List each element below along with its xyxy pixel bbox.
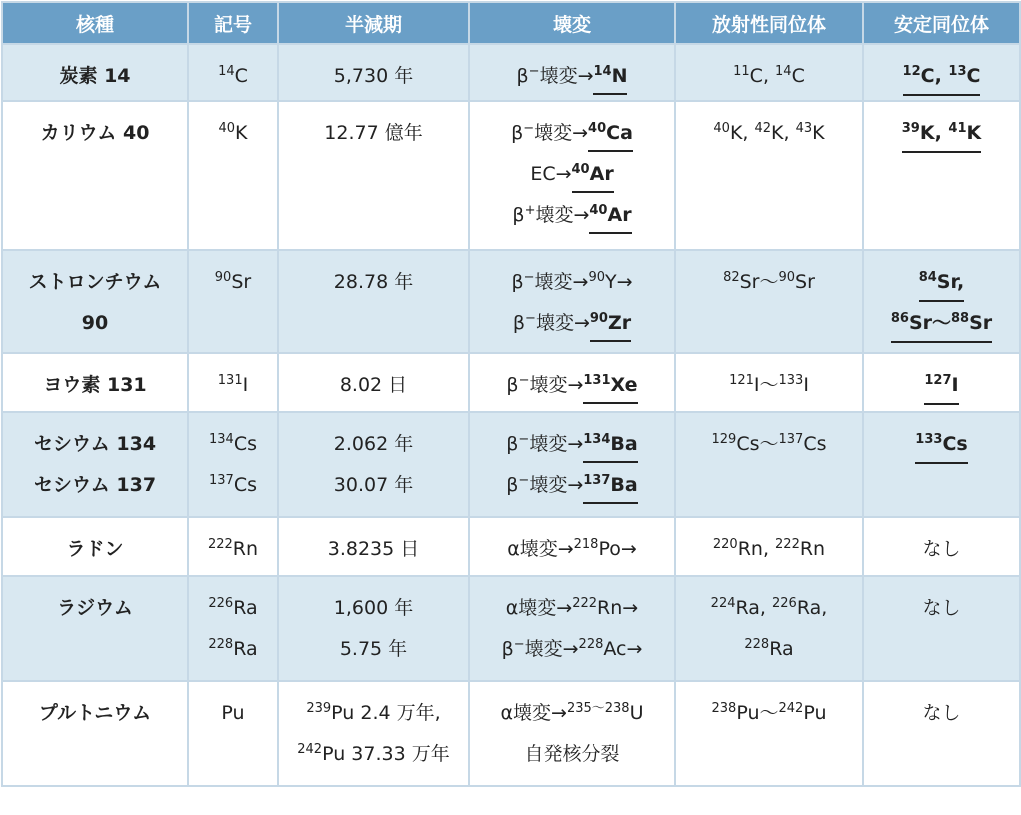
radioisotope-line: $^{121}$I〜$^{133}$I: [729, 373, 809, 396]
radioisotopes-cell: [675, 250, 863, 353]
stable-isotope-line: $^{127}$I: [924, 367, 958, 405]
radioisotopes-cell: [675, 681, 863, 786]
symbol-line: $^{90}$Sr: [214, 270, 252, 293]
decay-product: $^{14}$N: [593, 59, 627, 95]
nuclide-cell: ストロンチウム 90: [2, 250, 188, 353]
radioisotope-line: $^{220}$Rn, $^{222}$Rn: [712, 537, 826, 560]
radioisotope-line: $^{40}$K, $^{42}$K, $^{43}$K: [713, 121, 825, 144]
symbol-line: $^{40}$K: [218, 121, 248, 144]
decay-product: $^{40}$Ar: [572, 157, 614, 193]
table-row: [2, 412, 1020, 517]
symbol-line: Pu: [221, 702, 245, 724]
nuclide-cell: ヨウ素 131: [2, 353, 188, 412]
nuclide-cell: ラジウム: [2, 576, 188, 681]
half-life-cell: 8.02 日: [278, 353, 469, 412]
decay-line: β−壊変→$^{134}$Ba: [476, 424, 668, 465]
decay-product: $^{137}$Ba: [583, 468, 637, 504]
symbol-cell: [188, 44, 278, 101]
radioisotopes-cell: [675, 576, 863, 681]
symbol-line: $^{222}$Rn: [207, 537, 259, 560]
symbol-line: $^{134}$Cs: [209, 432, 257, 455]
stable-isotopes-cell: なし: [863, 681, 1020, 786]
nuclide-cell: プルトニウム: [2, 681, 188, 786]
decay-line: β+壊変→$^{40}$Ar: [476, 195, 668, 236]
header-nuclide: 核種: [2, 2, 188, 44]
decay-line: EC→$^{40}$Ar: [476, 154, 668, 195]
symbol-line: $^{137}$Cs: [209, 473, 257, 496]
stable-isotope-line: $^{84}$Sr,: [919, 264, 965, 302]
nuclide-cell: ラドン: [2, 517, 188, 576]
decay-line: β−壊変→$^{90}$Zr: [476, 303, 668, 344]
radioisotopes-cell: [675, 101, 863, 250]
decay-cell: [469, 576, 675, 681]
table-row: [2, 250, 1020, 353]
radioisotope-line: $^{11}$C, $^{14}$C: [733, 64, 805, 87]
symbol-cell: [188, 101, 278, 250]
header-row: [2, 2, 1020, 44]
decay-line: α壊変→$^{218}$Po→: [507, 537, 637, 560]
decay-line: 自発核分裂: [524, 743, 620, 765]
symbol-line: $^{14}$C: [218, 64, 248, 87]
stable-isotope-line: $^{39}$K, $^{41}$K: [902, 115, 981, 153]
decay-line: β−壊変→$^{40}$Ca: [476, 113, 668, 154]
symbol-cell: [188, 517, 278, 576]
decay-cell: [469, 250, 675, 353]
radioisotopes-cell: [675, 353, 863, 412]
table-row: [2, 576, 1020, 681]
half-life-cell: 1,600 年 5.75 年: [278, 576, 469, 681]
symbol-cell: [188, 681, 278, 786]
header-half-life: 半減期: [278, 2, 469, 44]
header-symbol: 記号: [188, 2, 278, 44]
nuclide-cell: カリウム 40: [2, 101, 188, 250]
half-life-cell: 5,730 年: [278, 44, 469, 101]
symbol-line: $^{226}$Ra: [208, 596, 258, 619]
radioisotopes-cell: [675, 412, 863, 517]
radioisotope-line: $^{238}$Pu〜$^{242}$Pu: [711, 701, 827, 724]
decay-product: $^{90}$Zr: [590, 306, 631, 342]
decay-cell: [469, 101, 675, 250]
decay-line: β−壊変→$^{228}$Ac→: [501, 637, 643, 660]
radioisotopes-cell: [675, 517, 863, 576]
stable-isotopes-cell: [863, 353, 1020, 412]
half-life-cell: 3.8235 日: [278, 517, 469, 576]
header-decay: 壊変: [469, 2, 675, 44]
decay-line: β−壊変→$^{131}$Xe: [476, 365, 668, 406]
decay-cell: [469, 353, 675, 412]
decay-line: α壊変→$^{235〜238}$U: [500, 701, 644, 724]
half-life-cell: 2.062 年 30.07 年: [278, 412, 469, 517]
symbol-cell: [188, 250, 278, 353]
radioisotope-line: $^{224}$Ra, $^{226}$Ra,: [710, 596, 828, 619]
decay-product: $^{134}$Ba: [583, 427, 637, 463]
table-row: [2, 681, 1020, 786]
symbol-line: $^{131}$I: [217, 373, 249, 396]
table-row: [2, 353, 1020, 412]
header-radioisotopes: 放射性同位体: [675, 2, 863, 44]
nuclide-cell: セシウム 134 セシウム 137: [2, 412, 188, 517]
radioisotope-line: $^{228}$Ra: [744, 637, 794, 660]
decay-line: β−壊変→$^{90}$Y→: [511, 270, 633, 293]
stable-isotopes-cell: [863, 250, 1020, 353]
symbol-cell: [188, 412, 278, 517]
decay-cell: [469, 412, 675, 517]
stable-isotope-line: $^{86}$Sr〜$^{88}$Sr: [891, 305, 992, 343]
stable-isotopes-cell: [863, 101, 1020, 250]
stable-isotopes-cell: なし: [863, 517, 1020, 576]
table-row: [2, 44, 1020, 101]
radioisotope-line: $^{129}$Cs〜$^{137}$Cs: [711, 432, 827, 455]
table-row: [2, 517, 1020, 576]
decay-cell: [469, 44, 675, 101]
decay-line: α壊変→$^{222}$Rn→: [505, 596, 639, 619]
symbol-line: $^{228}$Ra: [208, 637, 258, 660]
decay-product: $^{131}$Xe: [583, 368, 637, 404]
stable-isotopes-cell: [863, 44, 1020, 101]
symbol-cell: [188, 353, 278, 412]
radioisotope-line: $^{82}$Sr〜$^{90}$Sr: [723, 270, 815, 293]
table-row: [2, 101, 1020, 250]
half-life-line: $^{239}$Pu 2.4 万年,: [306, 701, 441, 724]
stable-isotopes-cell: なし: [863, 576, 1020, 681]
half-life-cell: 12.77 億年: [278, 101, 469, 250]
stable-isotope-line: $^{133}$Cs: [915, 426, 967, 464]
radioisotopes-cell: [675, 44, 863, 101]
decay-line: β−壊変→$^{14}$N: [476, 56, 668, 97]
header-stable-isotopes: 安定同位体: [863, 2, 1020, 44]
half-life-cell: 28.78 年: [278, 250, 469, 353]
symbol-cell: [188, 576, 278, 681]
stable-isotopes-cell: [863, 412, 1020, 517]
decay-cell: [469, 681, 675, 786]
nuclide-table: [1, 1, 1021, 787]
nuclide-cell: 炭素 14: [2, 44, 188, 101]
stable-isotope-line: $^{12}$C, $^{13}$C: [903, 58, 981, 96]
half-life-cell: [278, 681, 469, 786]
half-life-line: $^{242}$Pu 37.33 万年: [297, 742, 450, 765]
decay-cell: [469, 517, 675, 576]
decay-line: β−壊変→$^{137}$Ba: [476, 465, 668, 506]
decay-product: $^{40}$Ca: [588, 116, 633, 152]
decay-product: $^{40}$Ar: [589, 198, 631, 234]
